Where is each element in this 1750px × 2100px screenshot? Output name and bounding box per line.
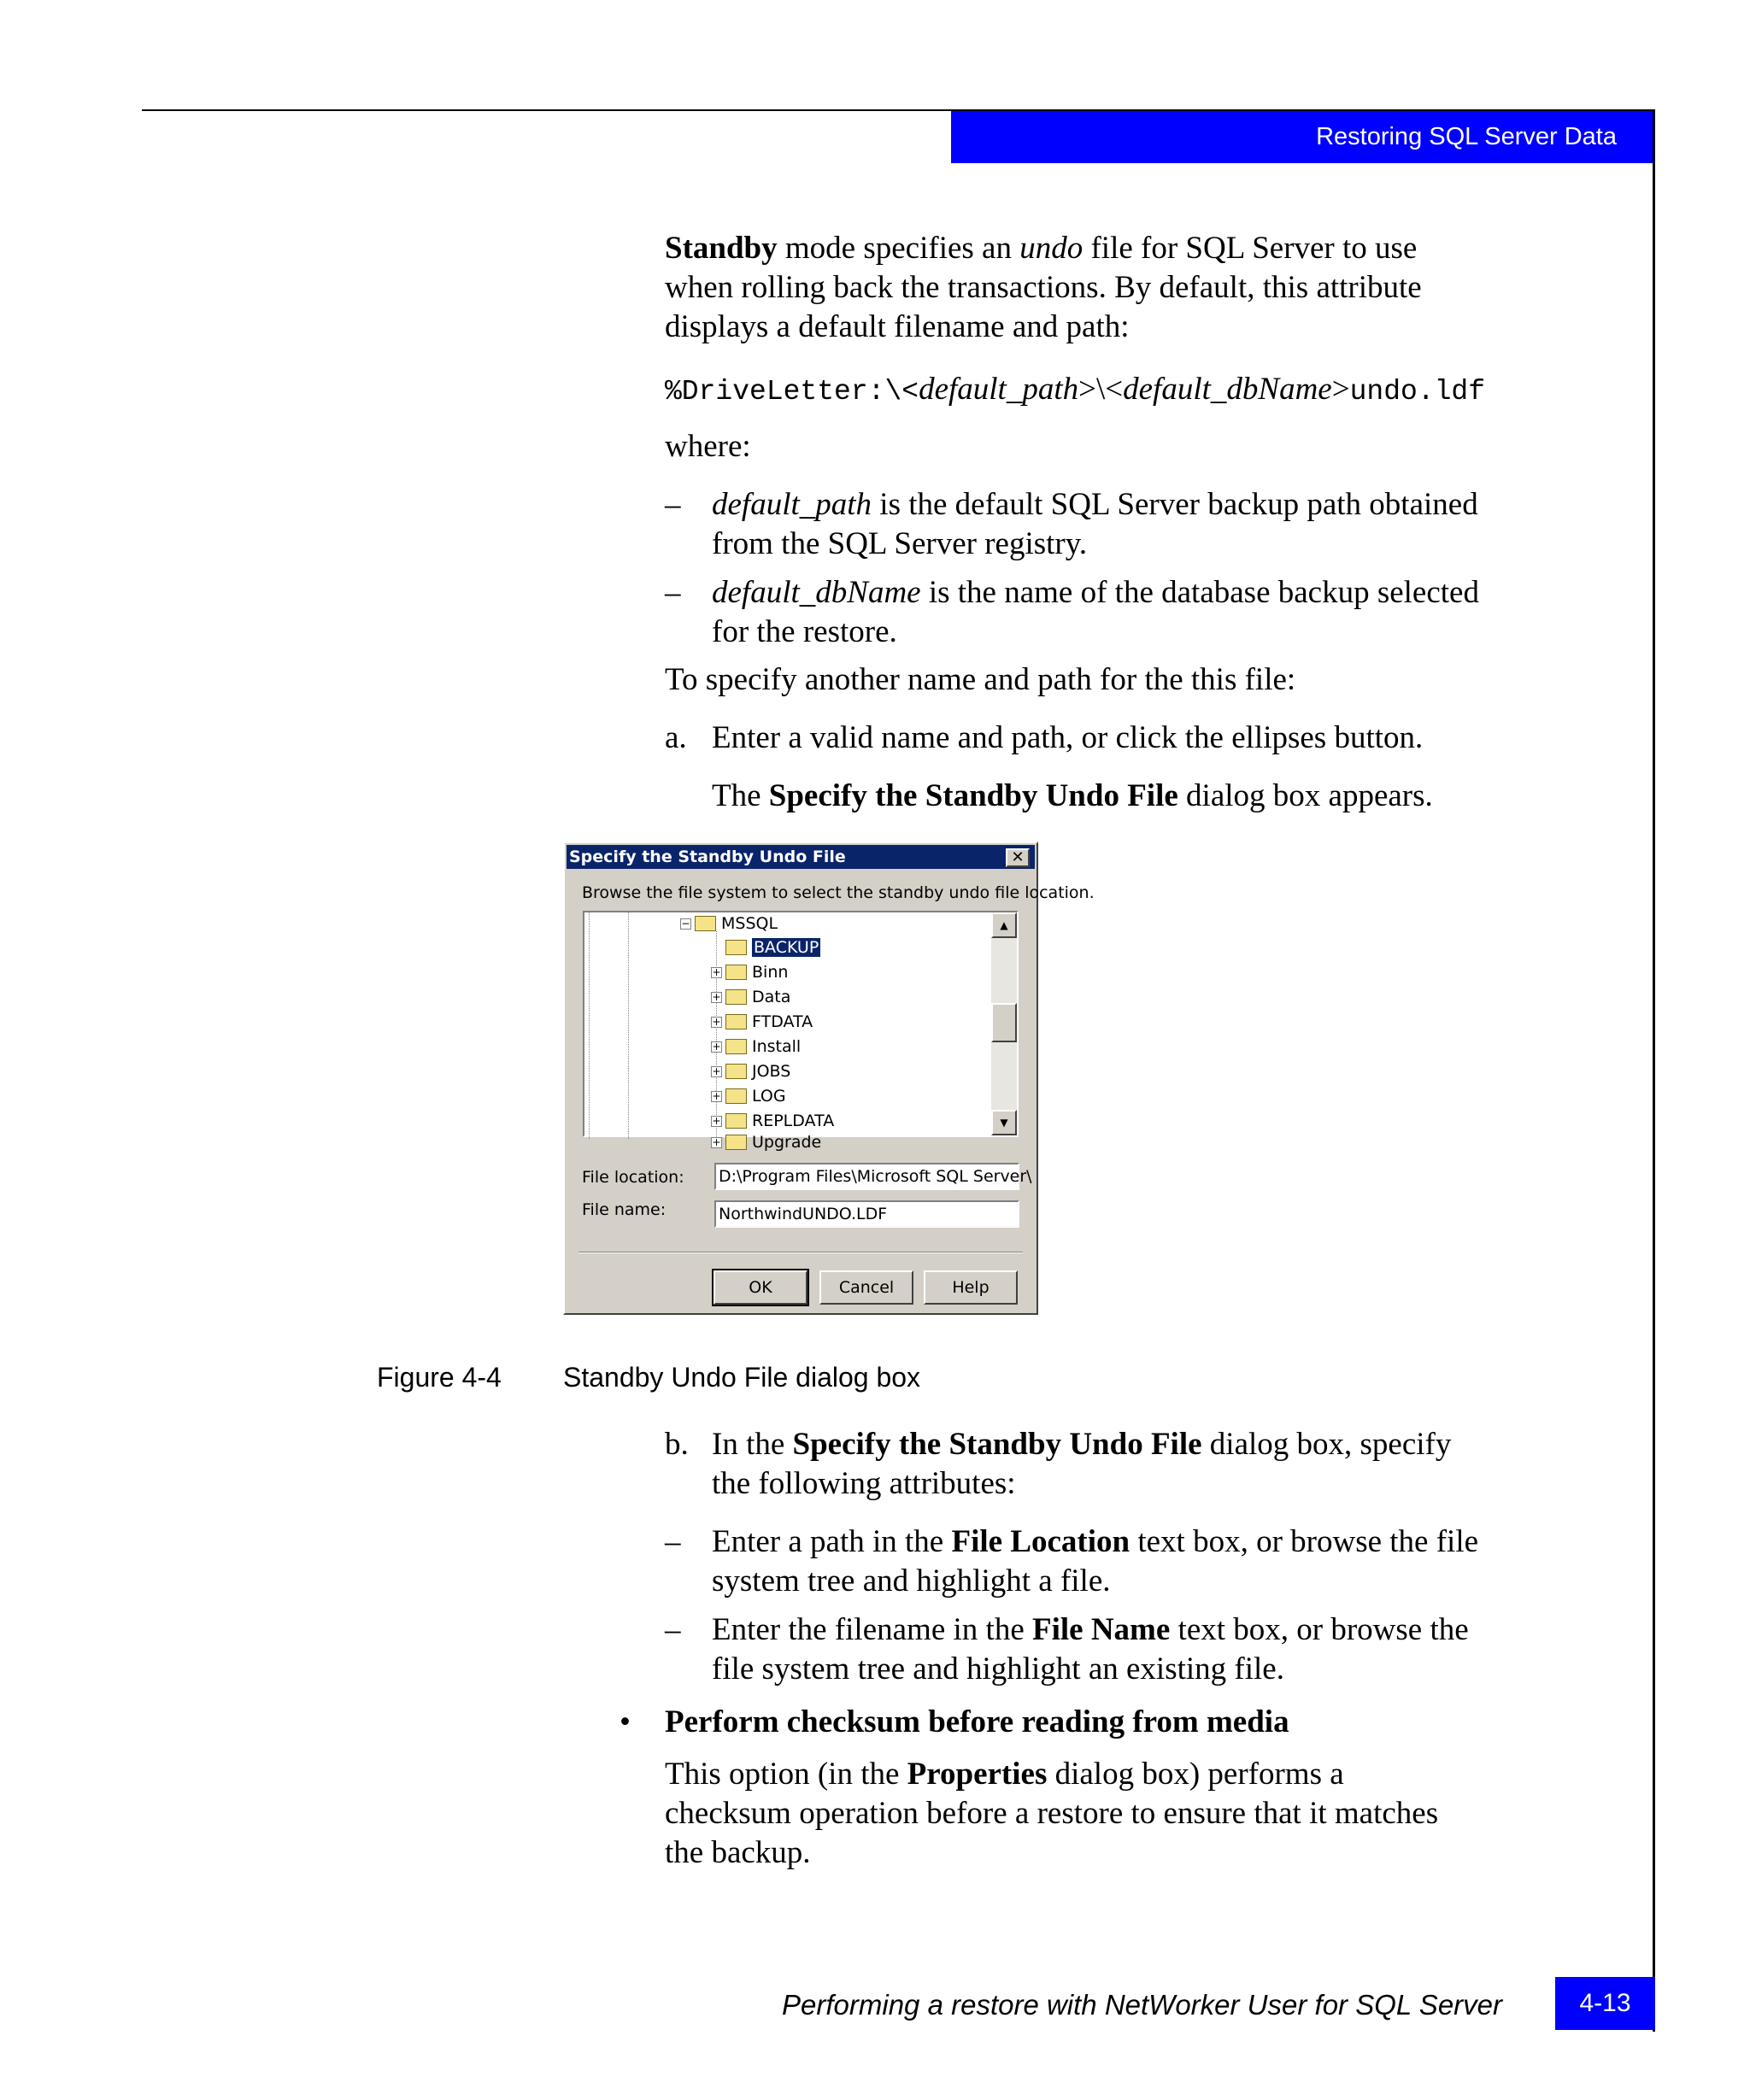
expand-icon[interactable]: +: [712, 1065, 721, 1077]
checksum-heading: [665, 1703, 1571, 1742]
standby-term: Standby: [665, 231, 778, 266]
dialog-prompt: Browse the file system to select the standby undo file location.: [582, 883, 1095, 902]
expand-icon[interactable]: +: [712, 965, 721, 978]
tree-item-label: MSSQL: [721, 914, 778, 933]
text-run: Enter the filename in the: [712, 1612, 1032, 1647]
tree-item-label: Data: [752, 988, 791, 1006]
where-label: where:: [665, 429, 751, 464]
tree-item-data[interactable]: [711, 986, 790, 1008]
text-run: In the: [712, 1427, 793, 1462]
dialog-name: Specify the Standby Undo File: [768, 778, 1178, 813]
text-run: file for SQL Server to use: [1083, 231, 1418, 266]
tree-item-repldata[interactable]: [711, 1110, 834, 1132]
tree-item-upgrade[interactable]: [711, 1131, 821, 1153]
scroll-down-icon[interactable]: ▼: [991, 1110, 1017, 1135]
code-text: undo.ldf: [1349, 376, 1486, 408]
text-run: This option (in the: [665, 1757, 907, 1792]
text-run: dialog box) performs a: [1047, 1757, 1344, 1792]
tree-item-label: BACKUP: [754, 938, 819, 957]
dialog-name: Specify the Standby Undo File: [792, 1427, 1202, 1462]
text-run: is the default SQL Server backup path obtained: [872, 487, 1478, 522]
bullet-marker: •: [620, 1704, 631, 1739]
tree-item-log[interactable]: [711, 1085, 786, 1107]
folder-icon: [725, 989, 747, 1005]
dialog-title: Specify the Standby Undo File: [569, 848, 846, 866]
text-run: file system tree and highlight an existing file.: [712, 1651, 1284, 1686]
dialog-name: Properties: [907, 1757, 1048, 1792]
footer-title: Performing a restore with NetWorker User for SQL Server: [782, 1989, 1502, 2021]
file-name-field[interactable]: NorthwindUNDO.LDF: [714, 1200, 1019, 1228]
section-title: Restoring SQL Server Data: [1316, 123, 1617, 150]
text-run: text box, or browse the file: [1130, 1524, 1479, 1559]
tree-item-binn[interactable]: [711, 961, 788, 983]
checksum-paragraph: [665, 1755, 1571, 1873]
file-location-field[interactable]: D:\Program Files\Microsoft SQL Server\: [714, 1163, 1019, 1190]
tree-item-label: Install: [752, 1037, 802, 1056]
file-location-label: File location:: [582, 1168, 684, 1187]
default-path-code: [665, 370, 1571, 412]
file-system-tree[interactable]: [583, 911, 1019, 1152]
text-run: for the restore.: [712, 614, 897, 649]
folder-icon: [725, 965, 747, 980]
path-variable: default_dbName: [1123, 372, 1332, 407]
tree-item-label: FTDATA: [752, 1012, 813, 1031]
text-run: Enter a path in the: [712, 1524, 952, 1559]
file-name-label: File name:: [582, 1200, 667, 1219]
heading-text: Perform checksum before reading from media: [665, 1704, 1289, 1739]
file-location-instruction: [712, 1522, 1575, 1601]
text-run: mode specifies an: [777, 231, 1020, 266]
text-run: The: [712, 778, 769, 813]
standby-undo-file-dialog: [563, 842, 1095, 1315]
dash-marker: –: [665, 575, 681, 610]
code-text: >: [1331, 372, 1350, 407]
tree-item-label: Upgrade: [752, 1133, 822, 1152]
tree-scrollbar[interactable]: [991, 912, 1017, 1135]
expand-icon[interactable]: +: [712, 1015, 721, 1028]
expand-icon[interactable]: +: [712, 1089, 721, 1102]
tree-item-label: REPLDATA: [752, 1112, 835, 1130]
dialog-appears-text: [712, 777, 1575, 816]
expand-icon[interactable]: +: [712, 1040, 721, 1053]
step-a-marker: a.: [665, 720, 687, 755]
expand-icon[interactable]: +: [712, 990, 721, 1003]
expand-icon[interactable]: +: [712, 1135, 721, 1148]
folder-icon: [725, 1014, 747, 1029]
figure-label: Figure 4-4: [377, 1362, 502, 1393]
tree-item-backup[interactable]: [725, 936, 820, 959]
tree-item-mssql[interactable]: [680, 912, 778, 935]
cancel-button[interactable]: Cancel: [819, 1270, 913, 1305]
text-run: displays a default filename and path:: [665, 309, 1130, 344]
text-run: dialog box appears.: [1177, 778, 1433, 813]
dialog-separator: [578, 1252, 1023, 1253]
tree-item-label: LOG: [752, 1087, 786, 1106]
text-run: checksum operation before a restore to ensure that it matches: [665, 1796, 1439, 1831]
text-run: dialog box, specify: [1201, 1427, 1452, 1462]
folder-icon: [725, 1113, 747, 1129]
close-icon[interactable]: ✕: [1006, 848, 1030, 867]
tree-item-label: JOBS: [752, 1062, 791, 1081]
text-run: system tree and highlight a file.: [712, 1563, 1111, 1598]
folder-icon: [725, 1064, 747, 1079]
standby-paragraph: [665, 229, 1571, 347]
tree-item-jobs[interactable]: [711, 1060, 790, 1082]
dialog-title-bar: [567, 845, 1035, 869]
path-variable: default_path: [919, 372, 1079, 407]
expand-icon[interactable]: +: [712, 1114, 721, 1127]
undo-term: undo: [1019, 231, 1083, 266]
code-text: %DriveLetter:\<: [665, 376, 919, 408]
tree-guide-line: [628, 912, 629, 1139]
page-number: 4-13: [1555, 1977, 1655, 2030]
scroll-up-icon[interactable]: ▲: [991, 912, 1017, 938]
section-header: [951, 111, 1653, 163]
term: default_dbName: [712, 575, 921, 610]
field-name: File Location: [951, 1524, 1130, 1559]
default-path-definition: [712, 485, 1575, 564]
file-name-instruction: [712, 1610, 1575, 1689]
field-name: File Name: [1032, 1612, 1171, 1647]
folder-open-icon: [695, 916, 716, 931]
right-margin-rule: [1653, 109, 1655, 2032]
folder-open-icon: [725, 940, 747, 955]
text-run: from the SQL Server registry.: [712, 526, 1088, 561]
ok-button[interactable]: OK: [714, 1270, 807, 1305]
tree-item-ftdata[interactable]: [711, 1011, 813, 1033]
step-b-text: [712, 1425, 1575, 1504]
tree-item-install[interactable]: [711, 1035, 801, 1058]
figure-caption: Standby Undo File dialog box: [563, 1362, 921, 1393]
collapse-icon[interactable]: −: [681, 917, 690, 930]
folder-icon: [725, 1039, 747, 1054]
default-dbname-definition: [712, 573, 1575, 652]
text-run: when rolling back the transactions. By default, this attribute: [665, 270, 1422, 305]
scroll-thumb[interactable]: [991, 1003, 1017, 1042]
folder-icon: [725, 1135, 747, 1150]
tree-item-label: Binn: [752, 963, 789, 982]
code-text: >\<: [1078, 372, 1124, 407]
text-run: text box, or browse the: [1170, 1612, 1469, 1647]
tree-guide-line: [589, 912, 590, 1139]
text-run: is the name of the database backup selected: [920, 575, 1479, 610]
folder-icon: [725, 1088, 747, 1104]
term: default_path: [712, 487, 872, 522]
help-button[interactable]: Help: [924, 1270, 1018, 1305]
step-b-marker: b.: [665, 1427, 689, 1462]
step-a-text: Enter a valid name and path, or click the ellipses button.: [712, 720, 1424, 755]
dash-marker: –: [665, 1524, 681, 1559]
dash-marker: –: [665, 1612, 681, 1647]
text-run: the following attributes:: [712, 1466, 1016, 1501]
specify-instruction: To specify another name and path for the this file:: [665, 662, 1296, 697]
dash-marker: –: [665, 487, 681, 522]
text-run: the backup.: [665, 1835, 811, 1870]
